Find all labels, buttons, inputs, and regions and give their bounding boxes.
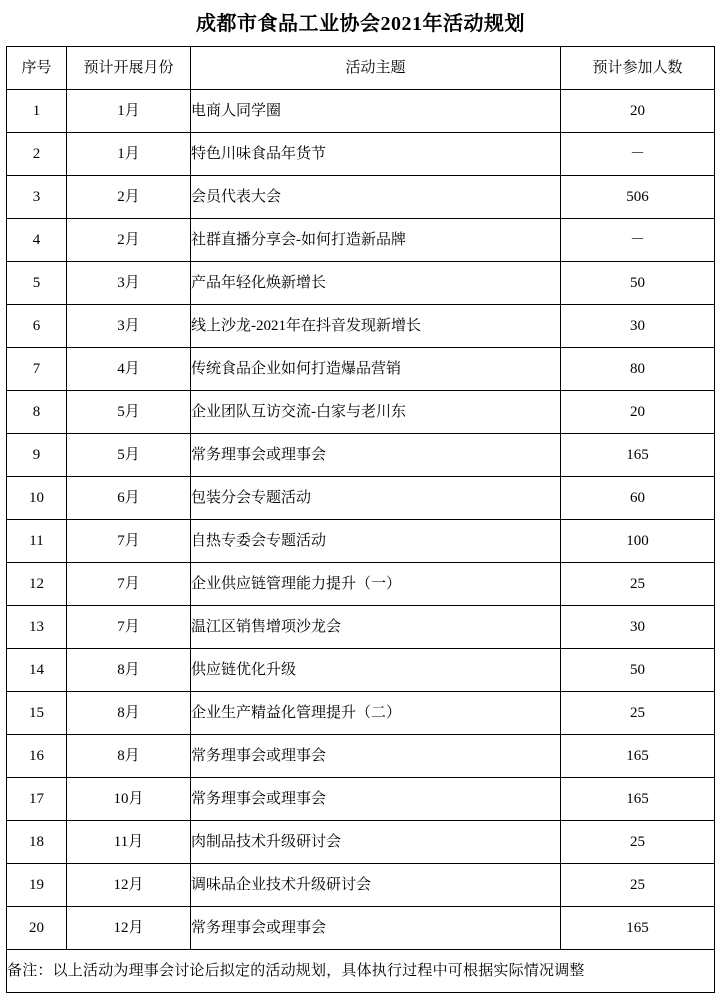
cell-topic: 常务理事会或理事会 [191, 434, 561, 477]
cell-month: 11月 [67, 821, 191, 864]
cell-count: 25 [561, 563, 715, 606]
cell-count: 30 [561, 606, 715, 649]
cell-index: 20 [7, 907, 67, 950]
cell-month: 4月 [67, 348, 191, 391]
cell-topic: 传统食品企业如何打造爆品营销 [191, 348, 561, 391]
table-row [7, 520, 715, 563]
cell-topic: 肉制品技术升级研讨会 [191, 821, 561, 864]
cell-month: 12月 [67, 907, 191, 950]
cell-month: 8月 [67, 692, 191, 735]
table-row [7, 133, 715, 176]
cell-count: 30 [561, 305, 715, 348]
cell-month: 6月 [67, 477, 191, 520]
cell-month: 7月 [67, 606, 191, 649]
cell-month: 5月 [67, 391, 191, 434]
cell-topic: 特色川味食品年货节 [191, 133, 561, 176]
cell-index: 7 [7, 348, 67, 391]
cell-topic: 线上沙龙-2021年在抖音发现新增长 [191, 305, 561, 348]
cell-topic: 会员代表大会 [191, 176, 561, 219]
cell-month: 1月 [67, 133, 191, 176]
cell-count: 20 [561, 90, 715, 133]
column-header-count: 预计参加人数 [561, 47, 715, 90]
cell-index: 8 [7, 391, 67, 434]
cell-topic: 供应链优化升级 [191, 649, 561, 692]
cell-index: 6 [7, 305, 67, 348]
cell-topic: 调味品企业技术升级研讨会 [191, 864, 561, 907]
cell-topic: 常务理事会或理事会 [191, 907, 561, 950]
column-header-index: 序号 [7, 47, 67, 90]
cell-topic: 企业供应链管理能力提升（一） [191, 563, 561, 606]
table-row [7, 907, 715, 950]
cell-topic: 自热专委会专题活动 [191, 520, 561, 563]
cell-topic: 企业团队互访交流-白家与老川东 [191, 391, 561, 434]
table-row [7, 391, 715, 434]
cell-month: 8月 [67, 735, 191, 778]
table-row [7, 649, 715, 692]
table-row [7, 606, 715, 649]
cell-index: 3 [7, 176, 67, 219]
cell-month: 5月 [67, 434, 191, 477]
cell-count: 165 [561, 778, 715, 821]
cell-index: 12 [7, 563, 67, 606]
table-header-row [7, 47, 715, 90]
table-row [7, 262, 715, 305]
column-header-month: 预计开展月份 [67, 47, 191, 90]
cell-count: 20 [561, 391, 715, 434]
cell-count: 165 [561, 434, 715, 477]
column-header-topic: 活动主题 [191, 47, 561, 90]
cell-month: 7月 [67, 520, 191, 563]
table-body [7, 90, 715, 993]
cell-month: 3月 [67, 262, 191, 305]
cell-index: 2 [7, 133, 67, 176]
cell-index: 15 [7, 692, 67, 735]
cell-count: 165 [561, 907, 715, 950]
cell-count: 60 [561, 477, 715, 520]
cell-topic: 产品年轻化焕新增长 [191, 262, 561, 305]
cell-month: 3月 [67, 305, 191, 348]
cell-index: 11 [7, 520, 67, 563]
table-row [7, 778, 715, 821]
cell-month: 2月 [67, 176, 191, 219]
table-row [7, 821, 715, 864]
cell-count: 25 [561, 692, 715, 735]
cell-count: 506 [561, 176, 715, 219]
cell-count: 165 [561, 735, 715, 778]
table-row [7, 864, 715, 907]
table-row [7, 176, 715, 219]
table-row [7, 563, 715, 606]
cell-count: 25 [561, 821, 715, 864]
table-row [7, 692, 715, 735]
cell-index: 16 [7, 735, 67, 778]
cell-index: 19 [7, 864, 67, 907]
cell-index: 10 [7, 477, 67, 520]
table-row [7, 305, 715, 348]
table-row [7, 477, 715, 520]
cell-topic: 包装分会专题活动 [191, 477, 561, 520]
cell-month: 2月 [67, 219, 191, 262]
cell-month: 7月 [67, 563, 191, 606]
table-row [7, 434, 715, 477]
cell-count: － [561, 133, 715, 176]
table-row [7, 735, 715, 778]
table-note: 备注：以上活动为理事会讨论后拟定的活动规划，具体执行过程中可根据实际情况调整 [7, 950, 715, 993]
cell-topic: 社群直播分享会-如何打造新品牌 [191, 219, 561, 262]
cell-count: 100 [561, 520, 715, 563]
cell-count: 50 [561, 649, 715, 692]
cell-topic: 企业生产精益化管理提升（二） [191, 692, 561, 735]
table-header [7, 47, 715, 90]
cell-topic: 常务理事会或理事会 [191, 735, 561, 778]
cell-index: 18 [7, 821, 67, 864]
table-note-row [7, 950, 715, 993]
cell-index: 1 [7, 90, 67, 133]
cell-month: 1月 [67, 90, 191, 133]
cell-count: － [561, 219, 715, 262]
activity-plan-table [6, 46, 715, 993]
page-title: 成都市食品工业协会2021年活动规划 [196, 13, 525, 35]
cell-index: 17 [7, 778, 67, 821]
table-row [7, 219, 715, 262]
cell-index: 13 [7, 606, 67, 649]
cell-count: 80 [561, 348, 715, 391]
cell-index: 5 [7, 262, 67, 305]
cell-index: 14 [7, 649, 67, 692]
cell-topic: 温江区销售增项沙龙会 [191, 606, 561, 649]
cell-topic: 常务理事会或理事会 [191, 778, 561, 821]
cell-month: 12月 [67, 864, 191, 907]
cell-index: 9 [7, 434, 67, 477]
table-row [7, 90, 715, 133]
cell-month: 10月 [67, 778, 191, 821]
cell-count: 25 [561, 864, 715, 907]
cell-month: 8月 [67, 649, 191, 692]
cell-count: 50 [561, 262, 715, 305]
cell-topic: 电商人同学圈 [191, 90, 561, 133]
table-row [7, 348, 715, 391]
cell-index: 4 [7, 219, 67, 262]
